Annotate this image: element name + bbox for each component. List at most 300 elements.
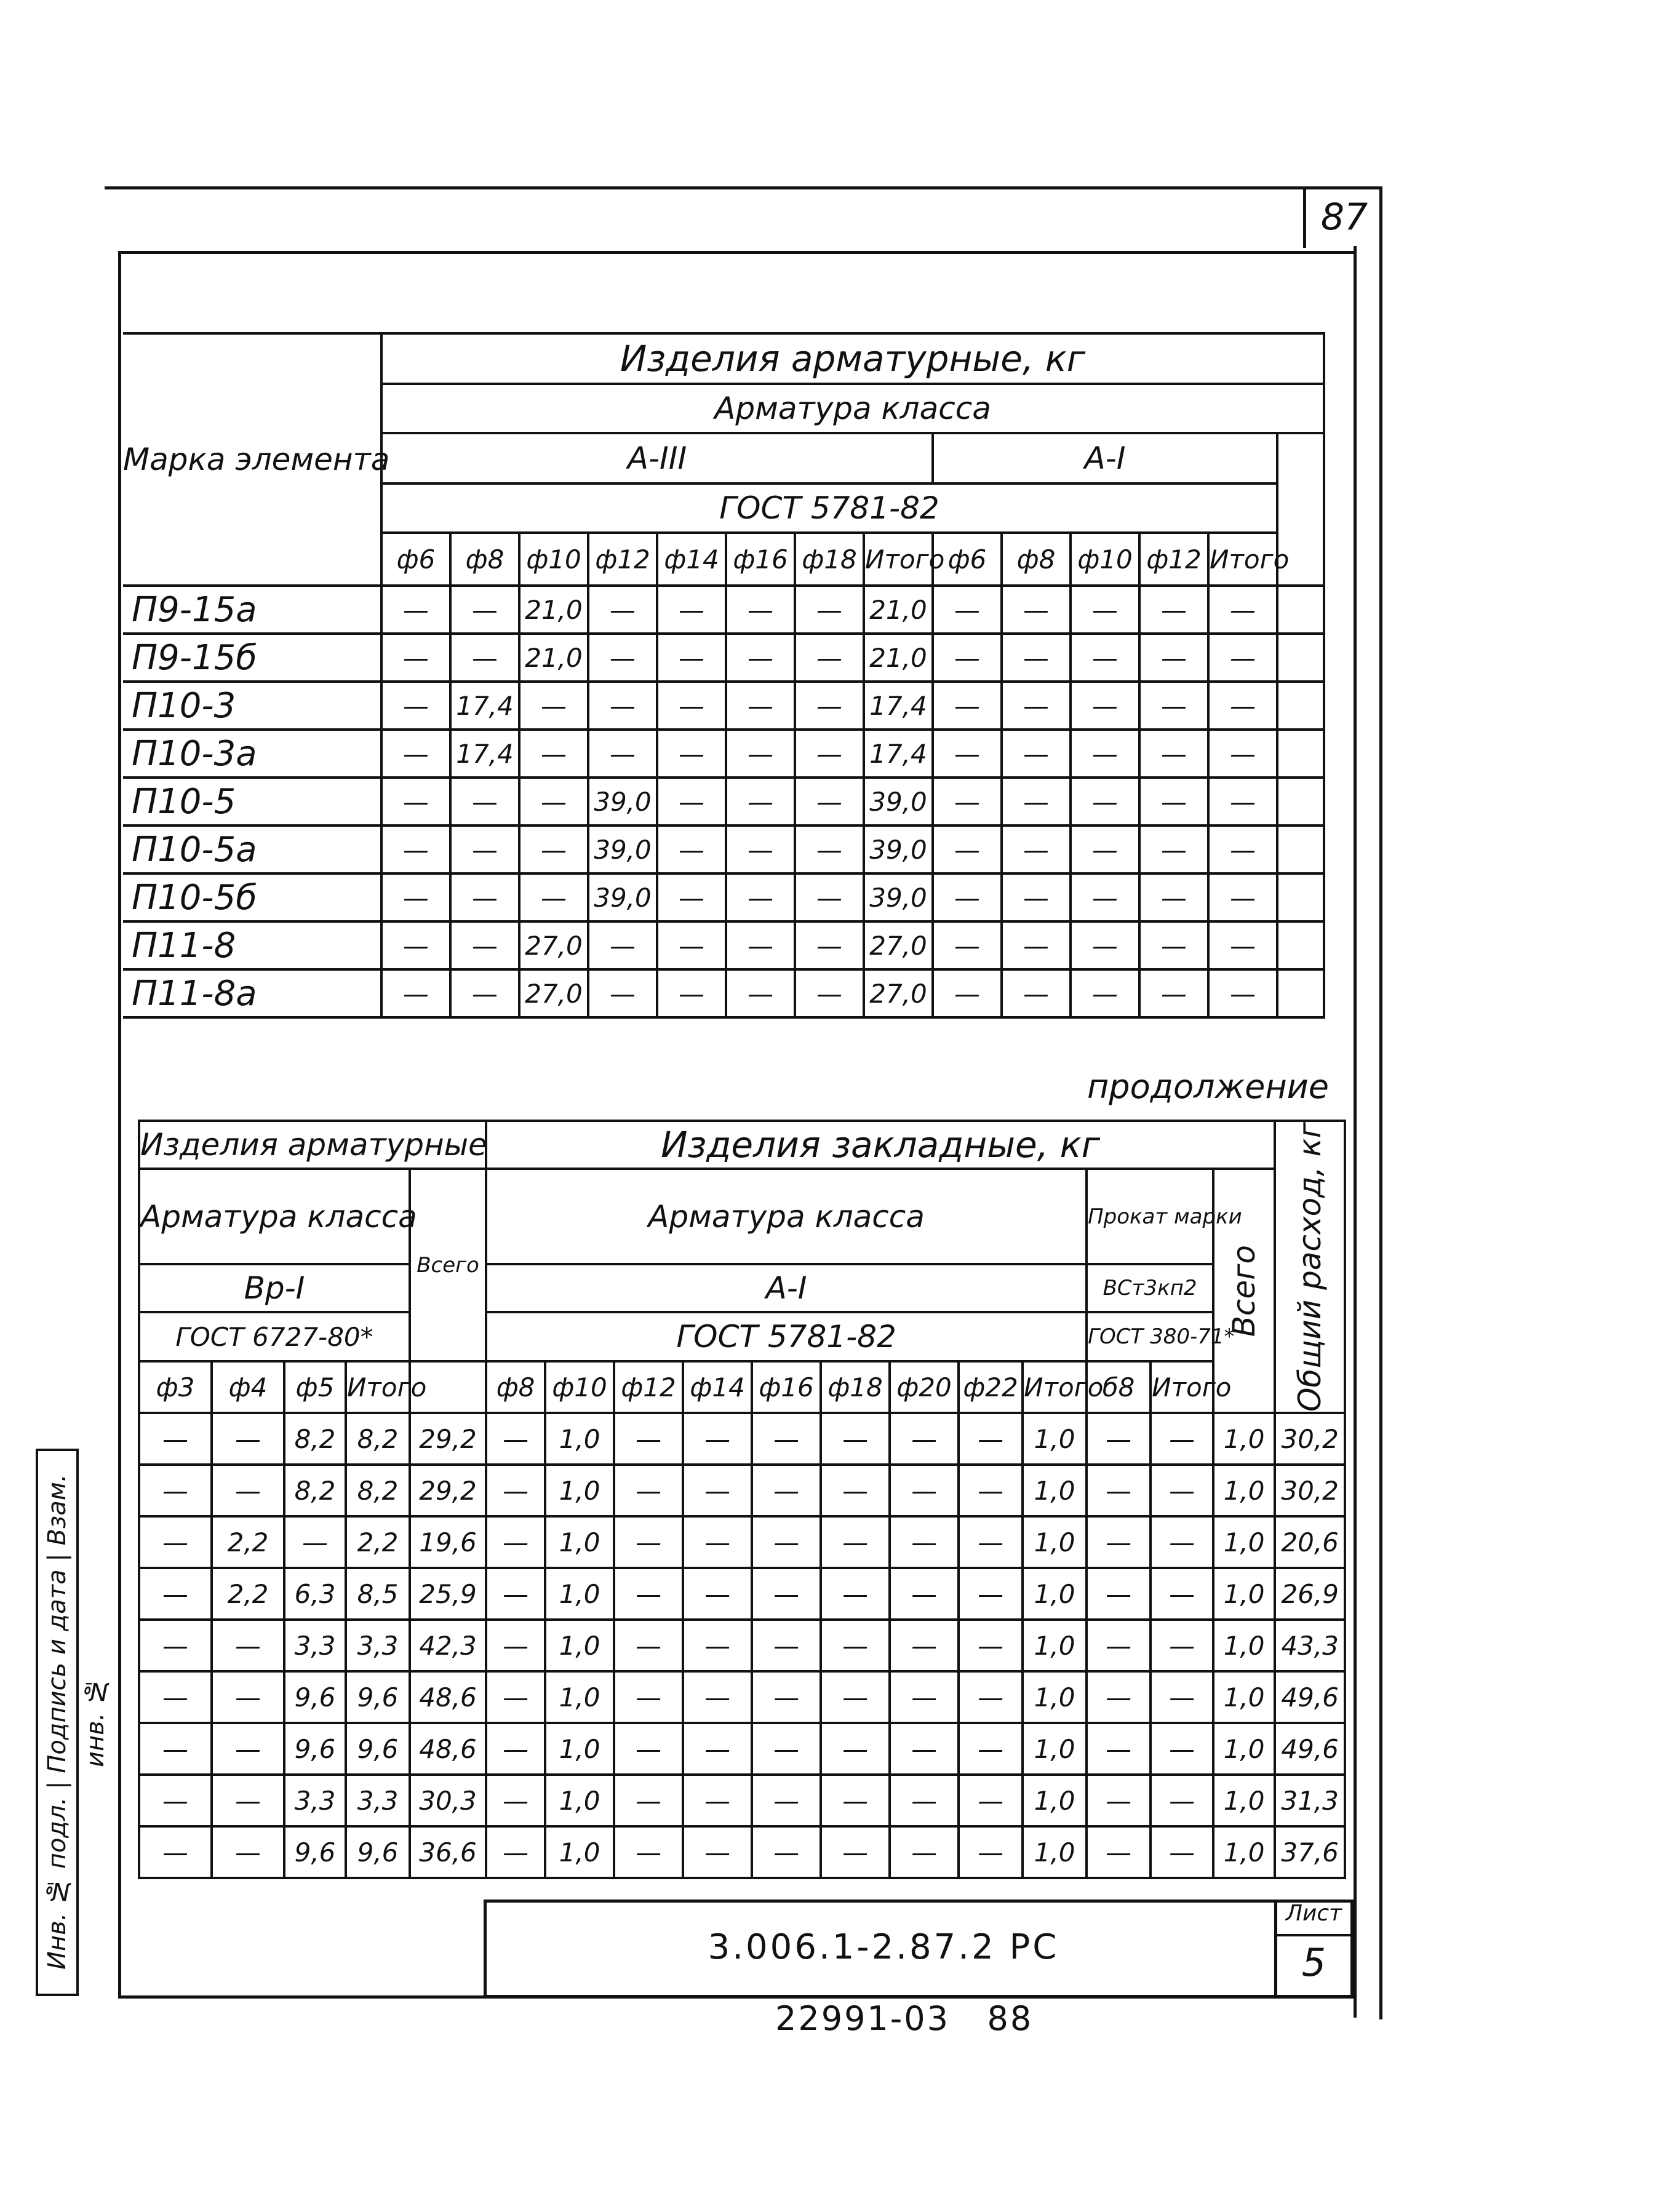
cell-emb: — bbox=[486, 1775, 545, 1826]
cell-arm: — bbox=[212, 1826, 284, 1878]
vsego2-header: Всего bbox=[1213, 1169, 1275, 1413]
cell-total: 30,2 bbox=[1275, 1465, 1345, 1516]
cell-emb: — bbox=[486, 1568, 545, 1620]
cell-a3: — bbox=[726, 682, 795, 730]
cell-a3: — bbox=[588, 682, 657, 730]
cell-a3: — bbox=[381, 682, 450, 730]
cell-a3: 21,0 bbox=[864, 634, 933, 682]
cell-prokat: — bbox=[1087, 1775, 1151, 1826]
cell-prokat: — bbox=[1151, 1775, 1213, 1826]
cell-a3: — bbox=[657, 921, 726, 969]
element-mark: П10-5 bbox=[123, 778, 381, 826]
lower-row bbox=[139, 1723, 1345, 1775]
cell-a3: — bbox=[795, 921, 864, 969]
spare-cell bbox=[1277, 826, 1324, 873]
cell-emb: — bbox=[614, 1413, 683, 1465]
cell-emb: — bbox=[821, 1723, 890, 1775]
diam-header: ф12 bbox=[1139, 533, 1208, 586]
cell-emb: 1,0 bbox=[545, 1620, 614, 1671]
cell-emb: — bbox=[959, 1723, 1023, 1775]
spare-cell bbox=[1277, 634, 1324, 682]
cell-vsego2: 1,0 bbox=[1213, 1775, 1275, 1826]
diam-header: Итого bbox=[1023, 1361, 1087, 1413]
lower-row bbox=[139, 1826, 1345, 1878]
cell-vsego2: 1,0 bbox=[1213, 1516, 1275, 1568]
cell-arm: — bbox=[139, 1568, 212, 1620]
cell-vsego2: 1,0 bbox=[1213, 1620, 1275, 1671]
cell-a3: 17,4 bbox=[864, 682, 933, 730]
cell-vsego1: 29,2 bbox=[410, 1465, 486, 1516]
cell-arm: 8,2 bbox=[346, 1413, 410, 1465]
element-mark: П10-5а bbox=[123, 826, 381, 873]
cell-arm: 8,2 bbox=[346, 1465, 410, 1516]
cell-arm: 2,2 bbox=[212, 1516, 284, 1568]
cell-a1: — bbox=[933, 826, 1002, 873]
cell-vsego1: 30,3 bbox=[410, 1775, 486, 1826]
cell-arm: — bbox=[284, 1516, 346, 1568]
prokat-title: Прокат марки bbox=[1087, 1169, 1213, 1264]
lower-vsego1-header: Всего bbox=[410, 1169, 486, 1361]
cell-arm: 3,3 bbox=[346, 1775, 410, 1826]
cell-a3: 39,0 bbox=[588, 873, 657, 921]
top-rule bbox=[105, 186, 1381, 189]
cell-emb: 1,0 bbox=[545, 1568, 614, 1620]
cell-a3: 39,0 bbox=[588, 826, 657, 873]
cell-arm: — bbox=[212, 1671, 284, 1723]
cell-a1: — bbox=[933, 730, 1002, 778]
diam-header: ф10 bbox=[1071, 533, 1139, 586]
cell-a1: — bbox=[1208, 586, 1277, 634]
cell-arm: 3,3 bbox=[284, 1620, 346, 1671]
prokat-gost: ГОСТ 380-71* bbox=[1087, 1312, 1213, 1361]
cell-a3: — bbox=[588, 586, 657, 634]
element-mark: П11-8а bbox=[123, 969, 381, 1017]
cell-emb: 1,0 bbox=[545, 1826, 614, 1878]
cell-prokat: — bbox=[1087, 1723, 1151, 1775]
cell-arm: 3,3 bbox=[284, 1775, 346, 1826]
cell-a3: — bbox=[381, 921, 450, 969]
cell-a3: 27,0 bbox=[519, 921, 588, 969]
cell-a3: — bbox=[450, 921, 519, 969]
cell-a1: — bbox=[1002, 682, 1071, 730]
cell-a3: — bbox=[657, 730, 726, 778]
cell-emb: 1,0 bbox=[545, 1723, 614, 1775]
diam-header: Итого bbox=[1208, 533, 1277, 586]
cell-prokat: — bbox=[1087, 1516, 1151, 1568]
cell-arm: — bbox=[139, 1413, 212, 1465]
upper-row bbox=[123, 586, 1324, 634]
cell-a3: 17,4 bbox=[450, 730, 519, 778]
diam-header: Итого bbox=[1151, 1361, 1213, 1413]
cell-arm: 8,2 bbox=[284, 1413, 346, 1465]
diam-header: ф8 bbox=[450, 533, 519, 586]
cell-a3: — bbox=[588, 969, 657, 1017]
element-mark-header: Марка элемента bbox=[123, 333, 381, 586]
cell-emb: — bbox=[959, 1671, 1023, 1723]
lower-row bbox=[139, 1465, 1345, 1516]
cell-emb: — bbox=[752, 1723, 821, 1775]
lower-row bbox=[139, 1620, 1345, 1671]
cell-a3: — bbox=[726, 730, 795, 778]
diam-header: ф8 bbox=[1002, 533, 1071, 586]
upper-row bbox=[123, 682, 1324, 730]
cell-arm: — bbox=[212, 1620, 284, 1671]
cell-total: 43,3 bbox=[1275, 1620, 1345, 1671]
diam-header: ф16 bbox=[726, 533, 795, 586]
lower-arm-title: Изделия арматурные bbox=[139, 1121, 486, 1169]
diam-header: ф16 bbox=[752, 1361, 821, 1413]
cell-a3: — bbox=[519, 826, 588, 873]
cell-a1: — bbox=[1002, 873, 1071, 921]
cell-emb: — bbox=[614, 1620, 683, 1671]
cell-a1: — bbox=[1002, 778, 1071, 826]
cell-a3: — bbox=[519, 730, 588, 778]
upper-row bbox=[123, 921, 1324, 969]
cell-emb: — bbox=[890, 1620, 959, 1671]
cell-a3: — bbox=[726, 969, 795, 1017]
cell-emb: — bbox=[959, 1413, 1023, 1465]
stamp-sheet-box bbox=[1274, 1900, 1350, 1998]
cell-a3: — bbox=[795, 969, 864, 1017]
cell-a1: — bbox=[1139, 778, 1208, 826]
cell-emb: 1,0 bbox=[1023, 1620, 1087, 1671]
cell-prokat: — bbox=[1151, 1826, 1213, 1878]
cell-emb: — bbox=[752, 1568, 821, 1620]
cell-prokat: — bbox=[1151, 1620, 1213, 1671]
side-stamp-text: Инв. № подл. | Подпись и дата | Взам. инв. № bbox=[43, 1474, 110, 1970]
lower-emb-title: Изделия закладные, кг bbox=[486, 1121, 1275, 1169]
cell-a1: — bbox=[1071, 586, 1139, 634]
spare-cell bbox=[1277, 682, 1324, 730]
cell-emb: — bbox=[890, 1465, 959, 1516]
footer-code: 22991-03 88 bbox=[775, 1999, 1034, 2038]
cell-a3: — bbox=[381, 873, 450, 921]
cell-emb: — bbox=[890, 1413, 959, 1465]
cell-arm: 8,5 bbox=[346, 1568, 410, 1620]
cell-a1: — bbox=[1139, 921, 1208, 969]
cell-vsego1: 42,3 bbox=[410, 1620, 486, 1671]
cell-emb: — bbox=[959, 1465, 1023, 1516]
cell-emb: — bbox=[959, 1775, 1023, 1826]
lower-emb-class: А-I bbox=[486, 1264, 1087, 1312]
cell-arm: — bbox=[212, 1413, 284, 1465]
frame-right-inner bbox=[1354, 246, 1357, 2018]
cell-a1: — bbox=[1208, 634, 1277, 682]
cell-arm: — bbox=[212, 1775, 284, 1826]
cell-arm: — bbox=[139, 1826, 212, 1878]
cell-a3: — bbox=[450, 969, 519, 1017]
upper-row bbox=[123, 778, 1324, 826]
cell-prokat: — bbox=[1087, 1826, 1151, 1878]
cell-emb: 1,0 bbox=[545, 1413, 614, 1465]
cell-total: 20,6 bbox=[1275, 1516, 1345, 1568]
cell-emb: 1,0 bbox=[1023, 1671, 1087, 1723]
cell-a3: 21,0 bbox=[864, 586, 933, 634]
continuation-label: продолжение bbox=[1087, 1067, 1329, 1106]
cell-a1: — bbox=[1071, 730, 1139, 778]
cell-a1: — bbox=[1002, 634, 1071, 682]
cell-a3: — bbox=[726, 921, 795, 969]
element-mark: П9-15а bbox=[123, 586, 381, 634]
cell-vsego2: 1,0 bbox=[1213, 1568, 1275, 1620]
stamp-sheet-no: 5 bbox=[1301, 1940, 1326, 1985]
cell-a3: 21,0 bbox=[519, 634, 588, 682]
cell-a3: — bbox=[381, 969, 450, 1017]
stamp-doc-code: 3.006.1-2.87.2 РС bbox=[708, 1927, 1059, 1967]
cell-a3: 21,0 bbox=[519, 586, 588, 634]
cell-emb: — bbox=[486, 1671, 545, 1723]
diam-header: ф12 bbox=[588, 533, 657, 586]
cell-a3: — bbox=[588, 921, 657, 969]
upper-row bbox=[123, 826, 1324, 873]
diam-header: ф20 bbox=[890, 1361, 959, 1413]
cell-arm: — bbox=[212, 1723, 284, 1775]
diam-header: ф14 bbox=[657, 533, 726, 586]
lower-arm-gost: ГОСТ 6727-80* bbox=[139, 1312, 410, 1361]
cell-a3: 17,4 bbox=[864, 730, 933, 778]
upper-row bbox=[123, 969, 1324, 1017]
cell-a1: — bbox=[1208, 969, 1277, 1017]
cell-a1: — bbox=[1208, 682, 1277, 730]
cell-prokat: — bbox=[1087, 1671, 1151, 1723]
cell-a1: — bbox=[1071, 634, 1139, 682]
cell-emb: 1,0 bbox=[545, 1465, 614, 1516]
cell-emb: — bbox=[821, 1826, 890, 1878]
cell-total: 31,3 bbox=[1275, 1775, 1345, 1826]
cell-a3: 27,0 bbox=[864, 921, 933, 969]
cell-a1: — bbox=[1002, 730, 1071, 778]
cell-a3: — bbox=[657, 682, 726, 730]
cell-prokat: — bbox=[1087, 1568, 1151, 1620]
upper-gost: ГОСТ 5781-82 bbox=[381, 483, 1277, 533]
diam-header: ф4 bbox=[212, 1361, 284, 1413]
lower-row bbox=[139, 1775, 1345, 1826]
cell-a3: — bbox=[588, 730, 657, 778]
cell-emb: 1,0 bbox=[1023, 1723, 1087, 1775]
cell-prokat: — bbox=[1151, 1413, 1213, 1465]
cell-vsego2: 1,0 bbox=[1213, 1723, 1275, 1775]
cell-total: 30,2 bbox=[1275, 1413, 1345, 1465]
diam-header: ф6 bbox=[933, 533, 1002, 586]
cell-emb: — bbox=[683, 1516, 752, 1568]
cell-a1: — bbox=[933, 969, 1002, 1017]
cell-emb: — bbox=[821, 1516, 890, 1568]
cell-arm: 9,6 bbox=[284, 1671, 346, 1723]
diam-header: ф18 bbox=[795, 533, 864, 586]
cell-a3: — bbox=[450, 778, 519, 826]
cell-a1: — bbox=[933, 778, 1002, 826]
cell-a1: — bbox=[1002, 586, 1071, 634]
cell-a3: — bbox=[657, 778, 726, 826]
cell-a1: — bbox=[1002, 826, 1071, 873]
lower-row bbox=[139, 1516, 1345, 1568]
cell-prokat: — bbox=[1151, 1465, 1213, 1516]
upper-group-title: Изделия арматурные, кг bbox=[381, 333, 1324, 384]
cell-a1: — bbox=[933, 586, 1002, 634]
cell-arm: 8,2 bbox=[284, 1465, 346, 1516]
lower-row bbox=[139, 1413, 1345, 1465]
cell-arm: — bbox=[139, 1775, 212, 1826]
cell-a3: — bbox=[795, 730, 864, 778]
cell-emb: — bbox=[821, 1413, 890, 1465]
upper-class-a1: А-I bbox=[933, 433, 1277, 483]
cell-a3: 39,0 bbox=[864, 873, 933, 921]
cell-prokat: — bbox=[1151, 1568, 1213, 1620]
diam-header: Итого bbox=[864, 533, 933, 586]
cell-a3: — bbox=[519, 682, 588, 730]
cell-a3: — bbox=[657, 826, 726, 873]
lower-row bbox=[139, 1671, 1345, 1723]
diam-header: ф10 bbox=[545, 1361, 614, 1413]
cell-arm: — bbox=[139, 1465, 212, 1516]
spare-cell bbox=[1277, 969, 1324, 1017]
cell-a3: — bbox=[795, 873, 864, 921]
cell-arm: 9,6 bbox=[284, 1826, 346, 1878]
diam-header: ф12 bbox=[614, 1361, 683, 1413]
cell-a1: — bbox=[1208, 921, 1277, 969]
cell-arm: 9,6 bbox=[346, 1723, 410, 1775]
cell-emb: — bbox=[821, 1465, 890, 1516]
frame-top-inner bbox=[118, 251, 1356, 254]
cell-emb: — bbox=[890, 1775, 959, 1826]
lower-table bbox=[138, 1120, 1346, 1879]
cell-total: 26,9 bbox=[1275, 1568, 1345, 1620]
cell-emb: — bbox=[959, 1516, 1023, 1568]
cell-a3: — bbox=[726, 826, 795, 873]
spare-cell bbox=[1277, 778, 1324, 826]
lower-emb-class-title: Арматура класса bbox=[486, 1169, 1087, 1264]
cell-arm: 9,6 bbox=[346, 1826, 410, 1878]
cell-emb: — bbox=[959, 1826, 1023, 1878]
upper-row bbox=[123, 730, 1324, 778]
cell-total: 49,6 bbox=[1275, 1671, 1345, 1723]
cell-emb: 1,0 bbox=[545, 1516, 614, 1568]
cell-emb: — bbox=[821, 1775, 890, 1826]
cell-emb: 1,0 bbox=[1023, 1775, 1087, 1826]
cell-a3: — bbox=[381, 730, 450, 778]
spare-cell bbox=[1277, 873, 1324, 921]
cell-emb: — bbox=[752, 1620, 821, 1671]
cell-arm: — bbox=[139, 1620, 212, 1671]
cell-emb: — bbox=[890, 1723, 959, 1775]
cell-emb: — bbox=[683, 1413, 752, 1465]
frame-left bbox=[118, 251, 121, 1998]
cell-a1: — bbox=[1071, 778, 1139, 826]
stamp-sheet-label: Лист bbox=[1277, 1901, 1350, 1936]
cell-a1: — bbox=[1071, 969, 1139, 1017]
cell-total: 37,6 bbox=[1275, 1826, 1345, 1878]
frame-right-outer bbox=[1379, 186, 1382, 2019]
cell-emb: — bbox=[683, 1671, 752, 1723]
element-mark: П10-3а bbox=[123, 730, 381, 778]
cell-emb: — bbox=[821, 1620, 890, 1671]
cell-vsego2: 1,0 bbox=[1213, 1671, 1275, 1723]
cell-emb: — bbox=[821, 1568, 890, 1620]
cell-emb: — bbox=[486, 1723, 545, 1775]
cell-arm: 9,6 bbox=[284, 1723, 346, 1775]
lower-arm-class-title: Арматура класса bbox=[139, 1169, 410, 1264]
cell-a1: — bbox=[933, 921, 1002, 969]
cell-emb: — bbox=[890, 1568, 959, 1620]
cell-emb: — bbox=[486, 1465, 545, 1516]
cell-emb: — bbox=[683, 1620, 752, 1671]
cell-a1: — bbox=[1208, 730, 1277, 778]
cell-vsego1: 19,6 bbox=[410, 1516, 486, 1568]
cell-a1: — bbox=[1071, 682, 1139, 730]
cell-arm: — bbox=[212, 1465, 284, 1516]
cell-a1: — bbox=[933, 873, 1002, 921]
cell-a1: — bbox=[1139, 826, 1208, 873]
element-mark: П11-8 bbox=[123, 921, 381, 969]
cell-prokat: — bbox=[1087, 1413, 1151, 1465]
element-mark: П10-3 bbox=[123, 682, 381, 730]
cell-arm: 2,2 bbox=[346, 1516, 410, 1568]
cell-a3: — bbox=[795, 682, 864, 730]
upper-row bbox=[123, 634, 1324, 682]
cell-a3: — bbox=[795, 586, 864, 634]
cell-emb: — bbox=[614, 1671, 683, 1723]
diam-header: ф22 bbox=[959, 1361, 1023, 1413]
cell-a3: — bbox=[657, 873, 726, 921]
spare-cell bbox=[1277, 730, 1324, 778]
cell-a3: — bbox=[657, 969, 726, 1017]
cell-a3: 39,0 bbox=[588, 778, 657, 826]
cell-a1: — bbox=[1071, 826, 1139, 873]
cell-a1: — bbox=[1071, 873, 1139, 921]
cell-arm: 6,3 bbox=[284, 1568, 346, 1620]
cell-arm: 2,2 bbox=[212, 1568, 284, 1620]
lower-emb-gost: ГОСТ 5781-82 bbox=[486, 1312, 1087, 1361]
cell-a1: — bbox=[1139, 634, 1208, 682]
cell-emb: — bbox=[683, 1723, 752, 1775]
element-mark: П10-5б bbox=[123, 873, 381, 921]
cell-a1: — bbox=[1208, 778, 1277, 826]
cell-vsego1: 36,6 bbox=[410, 1826, 486, 1878]
cell-a3: — bbox=[657, 634, 726, 682]
cell-prokat: — bbox=[1151, 1723, 1213, 1775]
cell-prokat: — bbox=[1151, 1671, 1213, 1723]
cell-emb: — bbox=[614, 1826, 683, 1878]
cell-a3: — bbox=[381, 826, 450, 873]
cell-vsego2: 1,0 bbox=[1213, 1413, 1275, 1465]
cell-a3: 17,4 bbox=[450, 682, 519, 730]
cell-emb: 1,0 bbox=[1023, 1826, 1087, 1878]
cell-a3: — bbox=[519, 778, 588, 826]
cell-a1: — bbox=[1139, 730, 1208, 778]
cell-a3: 39,0 bbox=[864, 778, 933, 826]
cell-a3: — bbox=[657, 586, 726, 634]
cell-a3: — bbox=[450, 634, 519, 682]
cell-emb: — bbox=[683, 1465, 752, 1516]
cell-a3: — bbox=[450, 826, 519, 873]
sheet-box-left bbox=[1303, 186, 1306, 248]
cell-a1: — bbox=[1071, 921, 1139, 969]
cell-emb: — bbox=[890, 1516, 959, 1568]
cell-emb: — bbox=[959, 1568, 1023, 1620]
cell-a3: — bbox=[588, 634, 657, 682]
total-header: Общий расход, кг bbox=[1275, 1121, 1345, 1413]
cell-emb: — bbox=[821, 1671, 890, 1723]
diam-header: б8 bbox=[1087, 1361, 1151, 1413]
cell-a1: — bbox=[1139, 873, 1208, 921]
cell-emb: 1,0 bbox=[1023, 1413, 1087, 1465]
upper-row bbox=[123, 873, 1324, 921]
title-stamp bbox=[484, 1900, 1354, 1998]
cell-emb: — bbox=[752, 1516, 821, 1568]
side-stamp bbox=[36, 1449, 110, 1996]
cell-a1: — bbox=[933, 682, 1002, 730]
cell-vsego1: 48,6 bbox=[410, 1723, 486, 1775]
